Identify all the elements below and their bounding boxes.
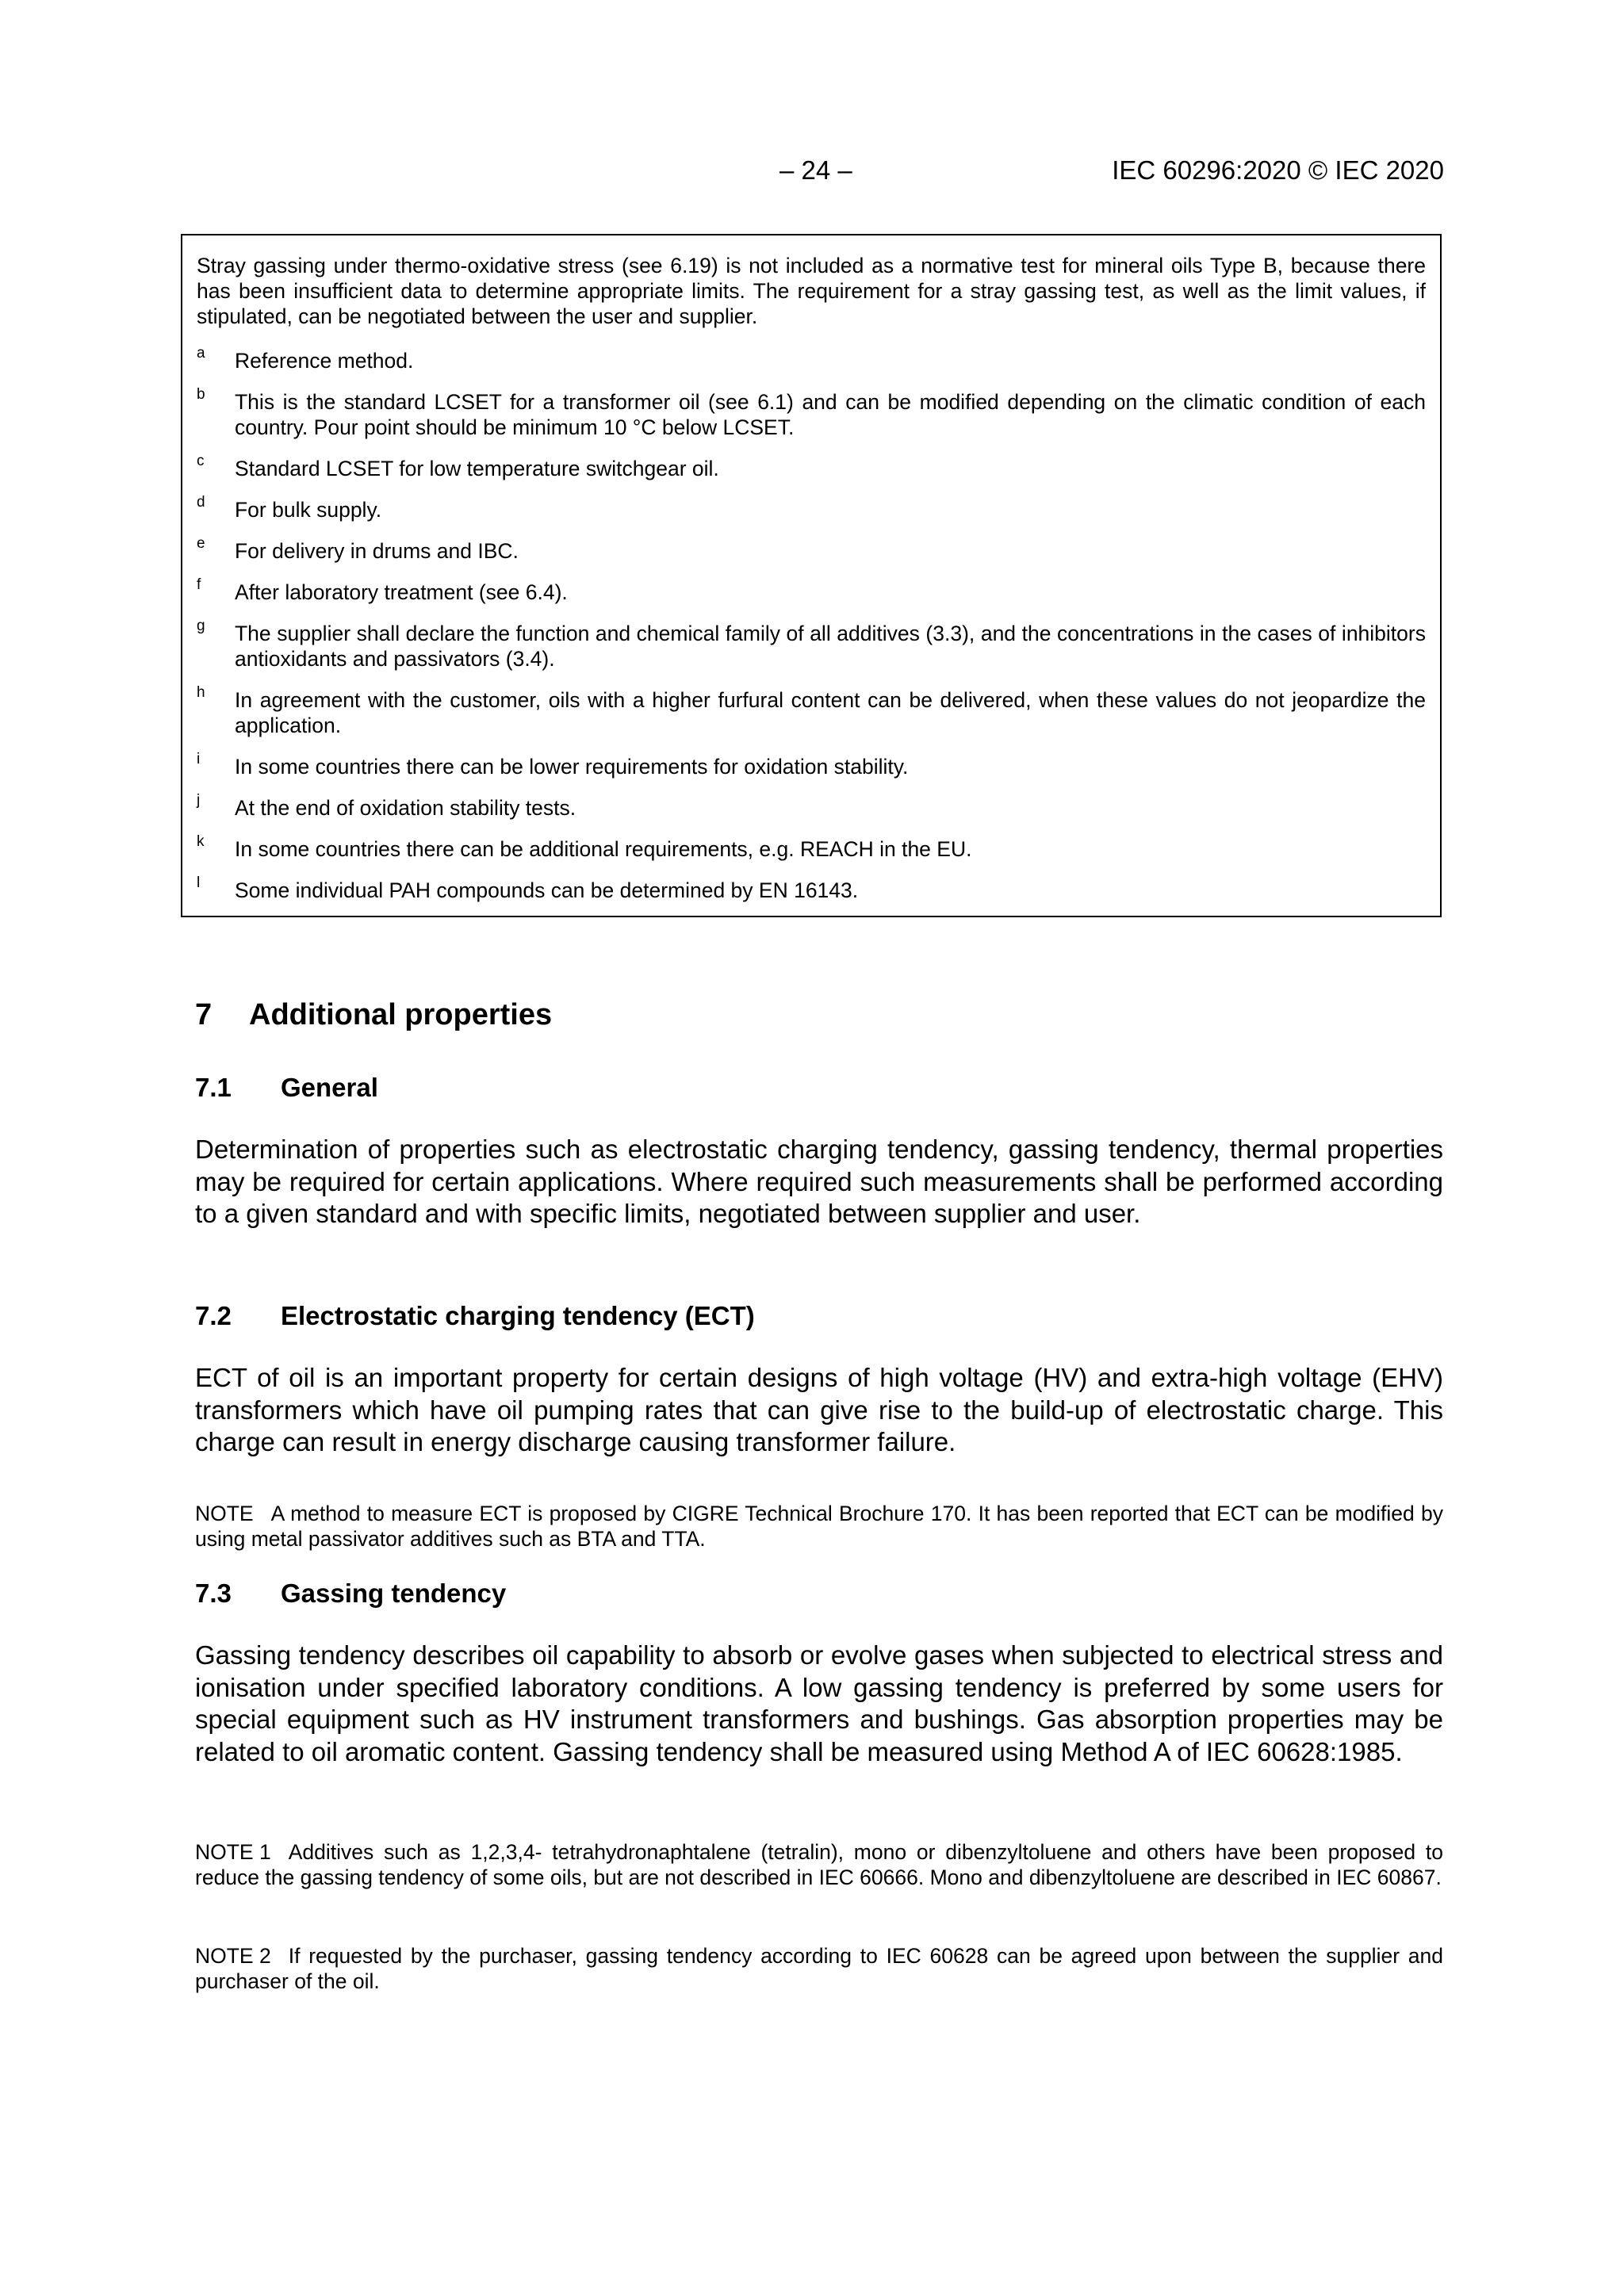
section-title: General — [281, 1073, 378, 1102]
footnote-item — [197, 453, 1426, 481]
table-notes-box — [181, 234, 1442, 917]
section-number: 7.1 — [195, 1073, 232, 1102]
note-label: NOTE 2 — [195, 1944, 271, 1968]
footnote-item — [197, 684, 1426, 738]
page-header — [0, 155, 1624, 190]
footnote-text: In some countries there can be lower requirements for oxidation stability. — [235, 755, 909, 779]
footnote-item — [197, 345, 1426, 373]
footnote-mark: a — [197, 345, 205, 362]
section-7-heading — [195, 998, 552, 1032]
footnote-mark: f — [197, 576, 201, 593]
footnote-mark: k — [197, 833, 205, 850]
section-title: Electrostatic charging tendency (ECT) — [281, 1301, 755, 1330]
footnote-text: The supplier shall declare the function and chemical family of all additives (3.3), and the concentrations in the cases of inhibitors antioxidants and passivators (3.4). — [235, 622, 1426, 671]
footnote-item — [197, 751, 1426, 779]
footnote-text: Standard LCSET for low temperature switchgear oil. — [235, 457, 719, 480]
footnote-mark: i — [197, 751, 201, 767]
footnote-mark: d — [197, 494, 205, 511]
section-7-1-heading — [195, 1073, 378, 1103]
section-title: Additional properties — [249, 998, 553, 1031]
footnote-list — [197, 345, 1426, 903]
footnote-text: Some individual PAH compounds can be determined by EN 16143. — [235, 878, 859, 902]
footnote-text: Reference method. — [235, 349, 414, 373]
section-7-2-paragraph: ECT of oil is an important property for certain designs of high voltage (HV) and extra-high voltage (EHV) transformers which have oil pumping rates that can give rise to the build-up of electrostatic charge. This charge can result in energy discharge causing transformer failure. — [195, 1363, 1443, 1456]
section-number: 7 — [195, 998, 213, 1031]
note-text: Additives such as 1,2,3,4- tetrahydronaphtalene (tetralin), mono or dibenzyltoluene and others have been proposed to reduce the gassing tendency of some oils, but are not described in IEC 60666. Mono and dibenzyltoluene are described in IEC 60867. — [195, 1840, 1443, 1889]
footnote-mark: l — [197, 874, 201, 891]
footnote-item — [197, 494, 1426, 522]
footnote-mark: b — [197, 386, 205, 403]
table-notes-intro: Stray gassing under thermo-oxidative stress (see 6.19) is not included as a normative test for mineral oils Type B, because there has been insufficient data to determine appropriate limits. The requirement for a stray gassing test, as well as the limit values, if stipulated, can be negotiated between the user and supplier. — [197, 254, 1426, 328]
section-7-2-note — [195, 1501, 1443, 1552]
footnote-item — [197, 535, 1426, 564]
page-number: – 24 – — [779, 155, 852, 185]
footnote-text: For bulk supply. — [235, 498, 382, 522]
footnote-item — [197, 386, 1426, 440]
footnote-item — [197, 833, 1426, 862]
footnote-text: At the end of oxidation stability tests. — [235, 796, 576, 820]
footnote-mark: h — [197, 684, 205, 701]
footnote-item — [197, 576, 1426, 605]
section-7-1-paragraph: Determination of properties such as electrostatic charging tendency, gassing tendency, thermal properties may be required for certain applications. Where required such measurements shall be performed according to a given standard and with specific limits, negotiated between supplier and user. — [195, 1135, 1443, 1228]
section-7-3-note-1 — [195, 1839, 1443, 1890]
section-title: Gassing tendency — [281, 1578, 507, 1608]
section-7-2-heading — [195, 1301, 755, 1331]
footnote-text: This is the standard LCSET for a transformer oil (see 6.1) and can be modified depending on the climatic condition of each country. Pour point should be minimum 10 °C below LCSET. — [235, 390, 1426, 439]
document-identifier: IEC 60296:2020 © IEC 2020 — [1112, 155, 1444, 185]
footnote-mark: e — [197, 535, 205, 552]
footnote-text: In agreement with the customer, oils with a higher furfural content can be delivered, when these values do not jeopardize the application. — [235, 688, 1426, 737]
note-text: A method to measure ECT is proposed by CIGRE Technical Brochure 170. It has been reported that ECT can be modified by using metal passivator additives such as BTA and TTA. — [195, 1502, 1443, 1551]
section-7-3-note-2 — [195, 1943, 1443, 1994]
section-7-3-heading — [195, 1578, 506, 1609]
note-label: NOTE 1 — [195, 1840, 271, 1864]
note-label: NOTE — [195, 1502, 254, 1525]
note-text: If requested by the purchaser, gassing tendency according to IEC 60628 can be agreed upon between the supplier and purchaser of the oil. — [195, 1944, 1443, 1993]
section-number: 7.2 — [195, 1301, 232, 1330]
footnote-item — [197, 618, 1426, 672]
footnote-mark: g — [197, 618, 205, 634]
footnote-text: In some countries there can be additional requirements, e.g. REACH in the EU. — [235, 837, 972, 861]
footnote-item — [197, 792, 1426, 821]
section-number: 7.3 — [195, 1578, 232, 1608]
footnote-mark: c — [197, 453, 205, 469]
footnote-mark: j — [197, 792, 201, 809]
section-7-3-paragraph: Gassing tendency describes oil capability to absorb or evolve gases when subjected to electrical stress and ionisation under specified laboratory conditions. A low gassing tendency is preferred by some users for special equipment such as HV instrument transformers and bushings. Gas absorption properties may be related to oil aromatic content. Gassing tendency shall be measured using Method A of IEC 60628:1985. — [195, 1640, 1443, 1766]
footnote-text: For delivery in drums and IBC. — [235, 539, 519, 563]
footnote-item — [197, 874, 1426, 903]
footnote-text: After laboratory treatment (see 6.4). — [235, 580, 568, 604]
